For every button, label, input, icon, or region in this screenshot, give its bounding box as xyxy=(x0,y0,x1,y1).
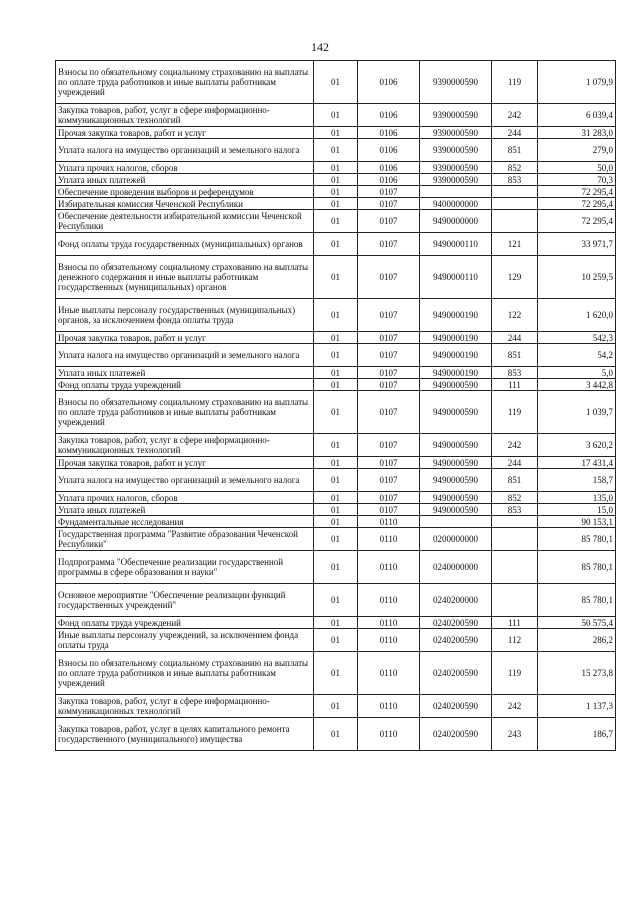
table-row xyxy=(56,629,616,652)
row-expense-type: 242 xyxy=(492,434,538,457)
row-name: Взносы по обязательному социальному страхованию на выплаты по оплате труда работников и иные выплаты работникам учреждений xyxy=(56,61,314,104)
row-amount: 542,3 xyxy=(538,332,616,344)
row-section-code: 0110 xyxy=(358,516,420,528)
row-section-code: 0110 xyxy=(358,528,420,551)
row-name: Фонд оплаты труда учреждений xyxy=(56,379,314,391)
row-amount: 158,7 xyxy=(538,469,616,492)
row-expense-type: 119 xyxy=(492,652,538,695)
row-target-article: 9390000590 xyxy=(420,127,492,139)
row-amount: 50,0 xyxy=(538,162,616,174)
row-ved-code: 01 xyxy=(314,391,358,434)
page-number: 142 xyxy=(311,40,329,54)
row-amount: 33 971,7 xyxy=(538,233,616,256)
row-amount: 6 039,4 xyxy=(538,104,616,127)
row-ved-code: 01 xyxy=(314,299,358,332)
row-expense-type: 122 xyxy=(492,299,538,332)
table-row xyxy=(56,344,616,367)
row-expense-type: 244 xyxy=(492,332,538,344)
row-name: Иные выплаты персоналу государственных (муниципальных) органов, за исключением фонда оплаты труда xyxy=(56,299,314,332)
table-row xyxy=(56,718,616,751)
row-name: Фонд оплаты труда государственных (муниципальных) органов xyxy=(56,233,314,256)
row-ved-code: 01 xyxy=(314,174,358,186)
row-expense-type xyxy=(492,528,538,551)
row-section-code: 0107 xyxy=(358,391,420,434)
row-expense-type: 244 xyxy=(492,457,538,469)
row-target-article: 9390000590 xyxy=(420,162,492,174)
row-section-code: 0110 xyxy=(358,551,420,584)
row-amount: 3 442,8 xyxy=(538,379,616,391)
row-name: Обеспечение проведения выборов и референдумов xyxy=(56,186,314,198)
row-section-code: 0107 xyxy=(358,198,420,210)
row-amount: 72 295,4 xyxy=(538,186,616,198)
row-amount: 5,0 xyxy=(538,367,616,379)
row-amount: 135,0 xyxy=(538,492,616,504)
row-expense-type: 242 xyxy=(492,695,538,718)
table-row xyxy=(56,210,616,233)
table-row xyxy=(56,174,616,186)
row-section-code: 0107 xyxy=(358,344,420,367)
row-target-article: 0240200590 xyxy=(420,617,492,629)
row-expense-type: 853 xyxy=(492,174,538,186)
budget-table xyxy=(55,60,616,751)
row-section-code: 0110 xyxy=(358,629,420,652)
table-row xyxy=(56,162,616,174)
table-row xyxy=(56,492,616,504)
row-expense-type xyxy=(492,551,538,584)
row-amount: 1 137,3 xyxy=(538,695,616,718)
row-amount: 90 153,1 xyxy=(538,516,616,528)
row-ved-code: 01 xyxy=(314,104,358,127)
table-row xyxy=(56,516,616,528)
row-name: Уплата иных платежей xyxy=(56,367,314,379)
row-name: Уплата налога на имущество организаций и земельного налога xyxy=(56,139,314,162)
row-ved-code: 01 xyxy=(314,617,358,629)
row-name: Прочая закупка товаров, работ и услуг xyxy=(56,127,314,139)
row-target-article: 9490000590 xyxy=(420,434,492,457)
row-ved-code: 01 xyxy=(314,718,358,751)
table-row xyxy=(56,584,616,617)
row-amount: 15 273,8 xyxy=(538,652,616,695)
row-name: Взносы по обязательному социальному страхованию на выплаты денежного содержания и иные выплаты работникам государственных (муниципальных) органов xyxy=(56,256,314,299)
row-section-code: 0106 xyxy=(358,162,420,174)
row-section-code: 0106 xyxy=(358,174,420,186)
row-target-article: 0240200590 xyxy=(420,718,492,751)
table-row xyxy=(56,139,616,162)
row-section-code: 0106 xyxy=(358,127,420,139)
row-amount: 72 295,4 xyxy=(538,198,616,210)
table-row xyxy=(56,299,616,332)
row-ved-code: 01 xyxy=(314,198,358,210)
table-row xyxy=(56,469,616,492)
row-target-article xyxy=(420,186,492,198)
row-section-code: 0107 xyxy=(358,186,420,198)
row-name: Государственная программа "Развитие образования Чеченской Республики" xyxy=(56,528,314,551)
row-expense-type: 851 xyxy=(492,139,538,162)
row-ved-code: 01 xyxy=(314,210,358,233)
row-section-code: 0110 xyxy=(358,584,420,617)
table-row xyxy=(56,104,616,127)
table-row xyxy=(56,186,616,198)
row-section-code: 0110 xyxy=(358,695,420,718)
row-name: Взносы по обязательному социальному страхованию на выплаты по оплате труда работников и иные выплаты работникам учреждений xyxy=(56,391,314,434)
row-ved-code: 01 xyxy=(314,233,358,256)
row-ved-code: 01 xyxy=(314,344,358,367)
row-expense-type: 129 xyxy=(492,256,538,299)
row-section-code: 0110 xyxy=(358,617,420,629)
row-amount: 1 620,0 xyxy=(538,299,616,332)
row-name: Иные выплаты персоналу учреждений, за исключением фонда оплаты труда xyxy=(56,629,314,652)
row-section-code: 0107 xyxy=(358,299,420,332)
row-target-article: 9390000590 xyxy=(420,174,492,186)
row-name: Уплата иных платежей xyxy=(56,504,314,516)
row-target-article: 9490000190 xyxy=(420,344,492,367)
row-section-code: 0107 xyxy=(358,492,420,504)
row-expense-type: 243 xyxy=(492,718,538,751)
row-name: Закупка товаров, работ, услуг в сфере информационно-коммуникационных технологий xyxy=(56,695,314,718)
row-section-code: 0107 xyxy=(358,434,420,457)
table-row xyxy=(56,61,616,104)
row-amount: 70,3 xyxy=(538,174,616,186)
row-amount: 50 575,4 xyxy=(538,617,616,629)
row-target-article: 9490000590 xyxy=(420,492,492,504)
row-target-article: 9390000590 xyxy=(420,61,492,104)
row-expense-type: 852 xyxy=(492,162,538,174)
row-amount: 54,2 xyxy=(538,344,616,367)
row-ved-code: 01 xyxy=(314,695,358,718)
row-section-code: 0107 xyxy=(358,210,420,233)
row-name: Уплата иных платежей xyxy=(56,174,314,186)
row-amount: 10 259,5 xyxy=(538,256,616,299)
row-ved-code: 01 xyxy=(314,528,358,551)
row-expense-type: 851 xyxy=(492,469,538,492)
table-row xyxy=(56,127,616,139)
table-row xyxy=(56,528,616,551)
row-expense-type: 111 xyxy=(492,617,538,629)
row-target-article: 9490000000 xyxy=(420,210,492,233)
row-ved-code: 01 xyxy=(314,469,358,492)
row-amount: 3 620,2 xyxy=(538,434,616,457)
row-ved-code: 01 xyxy=(314,127,358,139)
row-ved-code: 01 xyxy=(314,434,358,457)
row-ved-code: 01 xyxy=(314,551,358,584)
row-expense-type: 112 xyxy=(492,629,538,652)
table-row xyxy=(56,652,616,695)
row-name: Фундаментальные исследования xyxy=(56,516,314,528)
row-expense-type: 119 xyxy=(492,61,538,104)
row-name: Избирательная комиссия Чеченской Республики xyxy=(56,198,314,210)
row-ved-code: 01 xyxy=(314,162,358,174)
row-ved-code: 01 xyxy=(314,139,358,162)
row-ved-code: 01 xyxy=(314,61,358,104)
row-ved-code: 01 xyxy=(314,367,358,379)
row-target-article: 9400000000 xyxy=(420,198,492,210)
row-ved-code: 01 xyxy=(314,516,358,528)
row-target-article: 9490000590 xyxy=(420,391,492,434)
row-section-code: 0107 xyxy=(358,233,420,256)
row-amount: 72 295,4 xyxy=(538,210,616,233)
row-ved-code: 01 xyxy=(314,186,358,198)
row-name: Основное мероприятие "Обеспечение реализации функций государственных учреждений" xyxy=(56,584,314,617)
row-section-code: 0107 xyxy=(358,469,420,492)
row-amount: 279,0 xyxy=(538,139,616,162)
row-expense-type: 119 xyxy=(492,391,538,434)
row-section-code: 0107 xyxy=(358,256,420,299)
row-target-article: 0240000000 xyxy=(420,551,492,584)
row-ved-code: 01 xyxy=(314,584,358,617)
table-row xyxy=(56,233,616,256)
table-row xyxy=(56,551,616,584)
row-section-code: 0110 xyxy=(358,652,420,695)
row-target-article: 9490000110 xyxy=(420,233,492,256)
row-section-code: 0106 xyxy=(358,139,420,162)
row-expense-type: 853 xyxy=(492,504,538,516)
table-row xyxy=(56,695,616,718)
row-name: Обеспечение деятельности избирательной комиссии Чеченской Республики xyxy=(56,210,314,233)
row-amount: 186,7 xyxy=(538,718,616,751)
row-section-code: 0107 xyxy=(358,457,420,469)
row-target-article: 0200000000 xyxy=(420,528,492,551)
row-amount: 85 780,1 xyxy=(538,528,616,551)
table-row xyxy=(56,457,616,469)
row-name: Закупка товаров, работ, услуг в сфере информационно-коммуникационных технологий xyxy=(56,104,314,127)
row-target-article: 9490000190 xyxy=(420,367,492,379)
row-target-article: 9490000590 xyxy=(420,469,492,492)
row-target-article: 9490000110 xyxy=(420,256,492,299)
row-target-article: 0240200590 xyxy=(420,629,492,652)
row-amount: 31 283,0 xyxy=(538,127,616,139)
row-section-code: 0106 xyxy=(358,104,420,127)
row-target-article: 0240200590 xyxy=(420,695,492,718)
table-row xyxy=(56,391,616,434)
row-ved-code: 01 xyxy=(314,256,358,299)
row-expense-type: 851 xyxy=(492,344,538,367)
row-target-article: 0240200590 xyxy=(420,652,492,695)
row-ved-code: 01 xyxy=(314,492,358,504)
row-name: Подпрограмма "Обеспечение реализации государственной программы в сфере образования и науки" xyxy=(56,551,314,584)
row-expense-type: 242 xyxy=(492,104,538,127)
row-expense-type xyxy=(492,210,538,233)
row-target-article xyxy=(420,516,492,528)
table-row xyxy=(56,434,616,457)
row-name: Прочая закупка товаров, работ и услуг xyxy=(56,457,314,469)
table-row xyxy=(56,504,616,516)
table-row xyxy=(56,367,616,379)
row-section-code: 0110 xyxy=(358,718,420,751)
row-ved-code: 01 xyxy=(314,457,358,469)
row-amount: 85 780,1 xyxy=(538,551,616,584)
row-section-code: 0107 xyxy=(358,379,420,391)
row-target-article: 0240200000 xyxy=(420,584,492,617)
row-expense-type: 244 xyxy=(492,127,538,139)
row-name: Фонд оплаты труда учреждений xyxy=(56,617,314,629)
row-section-code: 0106 xyxy=(358,61,420,104)
row-expense-type xyxy=(492,516,538,528)
row-ved-code: 01 xyxy=(314,379,358,391)
row-amount: 15,0 xyxy=(538,504,616,516)
table-row xyxy=(56,332,616,344)
row-expense-type: 111 xyxy=(492,379,538,391)
row-expense-type xyxy=(492,186,538,198)
row-ved-code: 01 xyxy=(314,504,358,516)
row-target-article: 9390000590 xyxy=(420,139,492,162)
row-ved-code: 01 xyxy=(314,629,358,652)
row-expense-type: 853 xyxy=(492,367,538,379)
row-expense-type: 852 xyxy=(492,492,538,504)
row-expense-type xyxy=(492,584,538,617)
row-section-code: 0107 xyxy=(358,504,420,516)
row-target-article: 9490000190 xyxy=(420,299,492,332)
row-name: Уплата налога на имущество организаций и земельного налога xyxy=(56,344,314,367)
row-expense-type xyxy=(492,198,538,210)
row-amount: 1 079,9 xyxy=(538,61,616,104)
row-ved-code: 01 xyxy=(314,652,358,695)
row-name: Закупка товаров, работ, услуг в целях капитального ремонта государственного (муниципального) имущества xyxy=(56,718,314,751)
row-section-code: 0107 xyxy=(358,367,420,379)
table-row xyxy=(56,198,616,210)
row-amount: 1 039,7 xyxy=(538,391,616,434)
row-target-article: 9490000190 xyxy=(420,332,492,344)
row-name: Закупка товаров, работ, услуг в сфере информационно-коммуникационных технологий xyxy=(56,434,314,457)
row-amount: 85 780,1 xyxy=(538,584,616,617)
table-row xyxy=(56,256,616,299)
row-amount: 286,2 xyxy=(538,629,616,652)
row-target-article: 9390000590 xyxy=(420,104,492,127)
row-expense-type: 121 xyxy=(492,233,538,256)
row-section-code: 0107 xyxy=(358,332,420,344)
row-name: Уплата налога на имущество организаций и земельного налога xyxy=(56,469,314,492)
row-target-article: 9490000590 xyxy=(420,504,492,516)
row-name: Уплата прочих налогов, сборов xyxy=(56,162,314,174)
row-name: Уплата прочих налогов, сборов xyxy=(56,492,314,504)
table-row xyxy=(56,617,616,629)
table-row xyxy=(56,379,616,391)
row-name: Взносы по обязательному социальному страхованию на выплаты по оплате труда работников и иные выплаты работникам учреждений xyxy=(56,652,314,695)
row-amount: 17 431,4 xyxy=(538,457,616,469)
row-name: Прочая закупка товаров, работ и услуг xyxy=(56,332,314,344)
row-target-article: 9490000590 xyxy=(420,457,492,469)
row-ved-code: 01 xyxy=(314,332,358,344)
row-target-article: 9490000590 xyxy=(420,379,492,391)
